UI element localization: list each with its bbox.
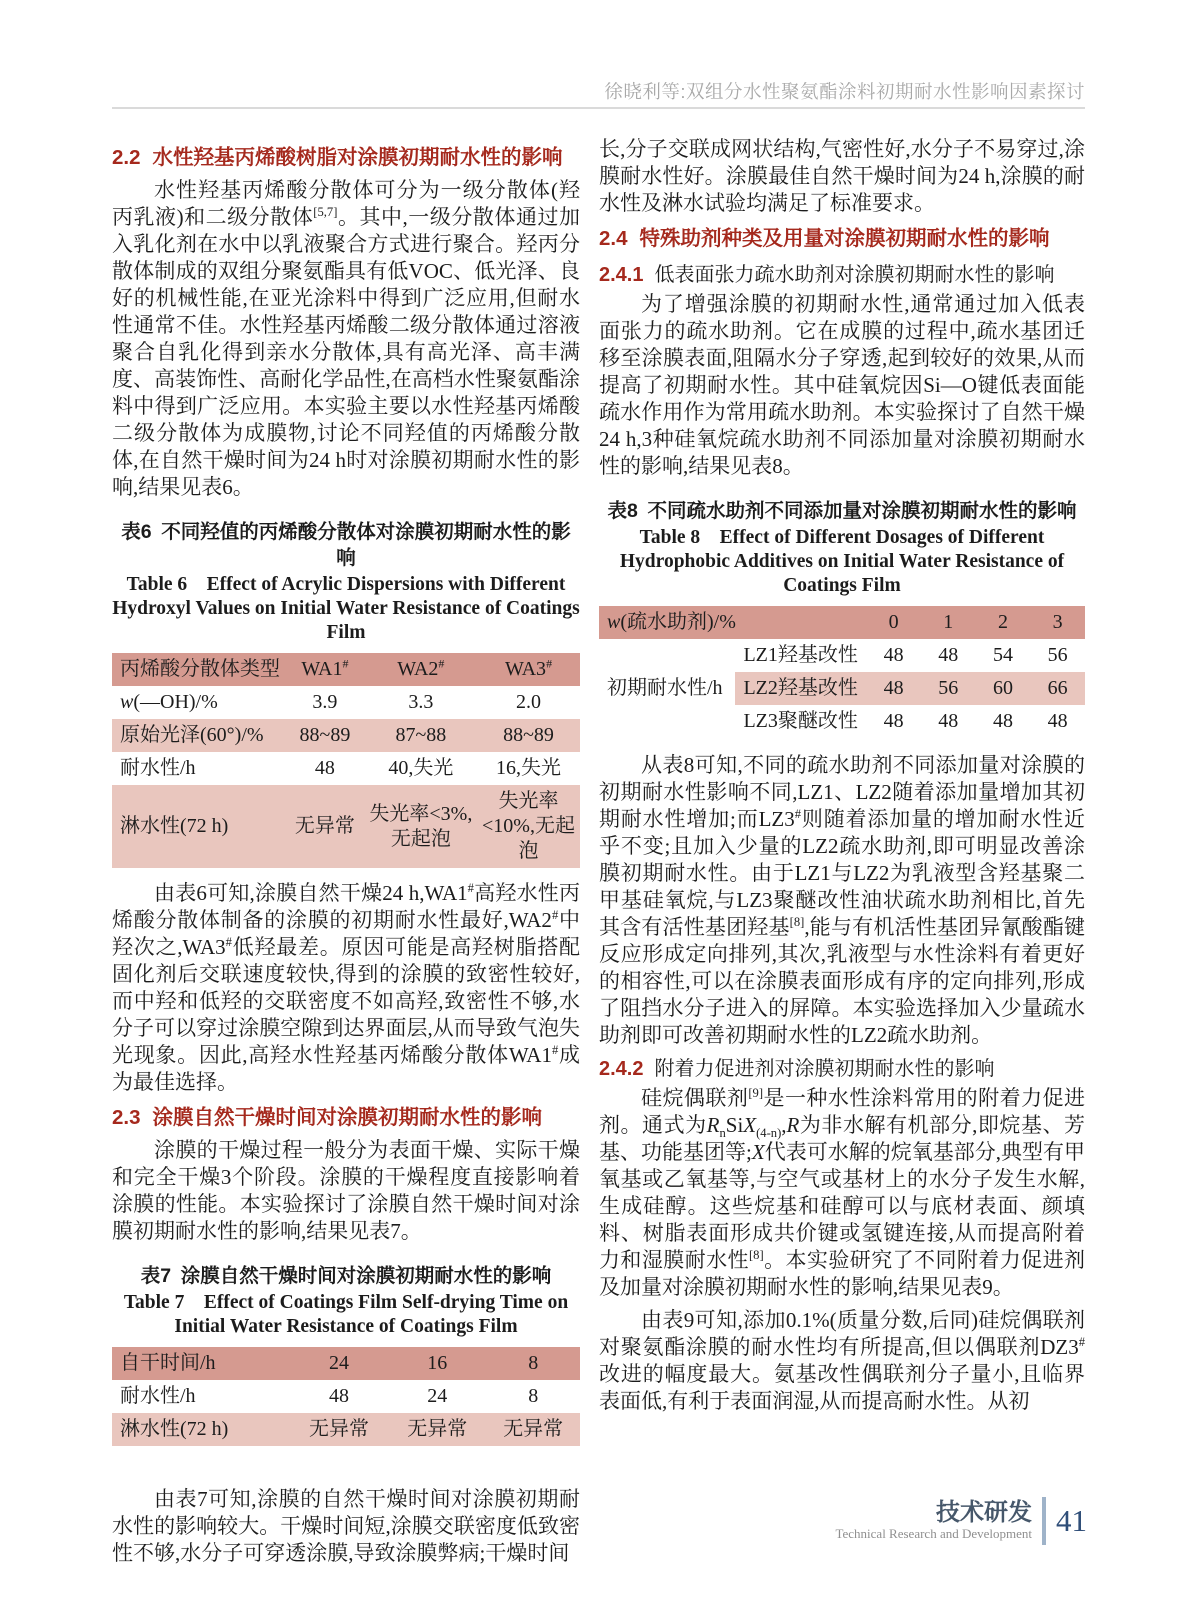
table7-caption-zh: 表7 涂膜自然干燥时间对涂膜初期耐水性的影响 — [140, 1265, 552, 1287]
table-cell: 16,失光 — [496, 757, 561, 779]
table-cell: 1 — [943, 611, 954, 633]
section-title: 特殊助剂种类及用量对涂膜初期耐水性的影响 — [639, 227, 1050, 250]
table-cell: 60 — [992, 677, 1013, 699]
table-cell: 66 — [1047, 677, 1068, 699]
paragraph-acrylic-intro: 水性羟基丙烯酸分散体可分为一级分散体(羟丙乳液)和二级分散体[5,7]。其中,一级分散体通过加入乳化剂在水中以乳液聚合方式进行聚合。羟丙分散体制成的双组分聚氨酯具有低VOC、低光泽、良好的机械性能,在亚光涂料中得到广泛应用,但耐水性通常不佳。水性羟基丙烯酸二级分散体通过溶液聚合自乳化得到亲水分散体,具有高光泽、高丰满度、高装饰性、高耐化学品性,在高档水性聚氨酯涂料中得到广泛应用。本实验主要以水性羟基丙烯酸二级分散体为成膜物,讨论不同羟值的丙烯酸分散体,在自然干燥时间为24 h时对涂膜初期耐水性的影响,结果见表6。 — [112, 178, 581, 499]
table-cell: 56 — [938, 677, 959, 699]
paragraph-table7-analysis: 由表7可知,涂膜的自然干燥时间对涂膜初期耐水性的影响较大。干燥时间短,涂膜交联密度低致密性不够,水分子可穿透涂膜,导致涂膜弊病;干燥时间 — [112, 1487, 580, 1565]
subsection-heading-2-4-2 — [599, 1052, 1085, 1081]
table-8 — [599, 606, 1085, 738]
table-cell: 48 — [314, 757, 335, 779]
table-row — [112, 686, 580, 719]
page-footer — [835, 1497, 1087, 1545]
table-cell: 原始光泽(60°)/% — [120, 724, 264, 746]
table-cell: LZ3聚醚改性 — [743, 710, 858, 732]
table-cell: 48 — [883, 677, 904, 699]
table-cell: 3.9 — [312, 691, 338, 713]
subsection-title: 低表面张力疏水助剂对涂膜初期耐水性的影响 — [654, 264, 1055, 286]
table-cell: 失光率<3%,无起泡 — [369, 802, 473, 850]
table-cell: 87~88 — [395, 724, 447, 746]
section-title: 涂膜自然干燥时间对涂膜初期耐水性的影响 — [152, 1106, 542, 1129]
table8-caption-en: Table 8 Effect of Different Dosages of Different Hydrophobic Additives on Initial Water Resistance of Coatings Film — [619, 527, 1065, 596]
table-cell: 40,失光 — [388, 757, 454, 779]
table-cell: 48 — [938, 710, 959, 732]
table-cell: w(—OH)/% — [120, 691, 218, 713]
table-cell: 无异常 — [294, 815, 355, 837]
content-columns — [112, 136, 1085, 1567]
paragraph-drying-intro: 涂膜的干燥过程一般分为表面干燥、实际干燥和完全干燥3个阶段。涂膜的干燥程度直接影响着涂膜的性能。本实验探讨了涂膜自然干燥时间对涂膜初期耐水性的影响,结果见表7。 — [112, 1138, 580, 1243]
subsection-title: 附着力促进剂对涂膜初期耐水性的影响 — [654, 1058, 995, 1080]
subsection-number: 2.4.1 — [599, 264, 644, 286]
table-row — [112, 719, 580, 752]
paragraph-table7-analysis-continued: 长,分子交联成网状结构,气密性好,水分子不易穿过,涂膜耐水性好。涂膜最佳自然干燥时间为24 h,涂膜的耐水性及淋水试验均满足了标准要求。 — [599, 137, 1085, 215]
table-6 — [112, 653, 580, 868]
section-heading-2-4 — [599, 221, 1085, 251]
table-cell: 48 — [938, 644, 959, 666]
table8-caption-zh: 表8 不同疏水助剂不同添加量对涂膜初期耐水性的影响 — [607, 500, 1077, 522]
paragraph-silane-intro: 硅烷偶联剂[9]是一种水性涂料常用的附着力促进剂。通式为$R_nSiX_{(4-n)},R$为非水解有机部分,即烷基、芳基、功能基团等;X代表可水解的烷氧基部分,典型有甲氧基或乙氧基等,与空气或基材上的水分子发生水解,生成硅醇。这些烷基和硅醇可以与底材表面、颜填料、树脂表面形成共价键或氢键连接,从而提高附着力和湿膜耐水性[8]。本实验研究了不同附着力促进剂及加量对涂膜初期耐水性的影响,结果见表9。 — [599, 1086, 1086, 1299]
table-cell: 88~89 — [503, 724, 554, 746]
table-row — [112, 752, 580, 785]
table-cell: 8 — [528, 1385, 539, 1407]
table-row — [112, 1380, 580, 1413]
table-cell: 淋水性(72 h) — [120, 815, 229, 837]
page-number: 41 — [1056, 1503, 1087, 1538]
table-cell: 无异常 — [407, 1418, 468, 1440]
section-number: 2.4 — [599, 227, 628, 250]
paragraph-table6-analysis: 由表6可知,涂膜自然干燥24 h,WA1#高羟水性丙烯酸分散体制备的涂膜的初期耐水性最好,WA2#中羟次之,WA3#低羟最差。原因可能是高羟树脂搭配固化剂后交联速度较快,得到的涂膜的致密性较好,而中羟和低羟的交联密度不如高羟,致密性不够,水分子可以穿过涂膜空隙到达界面层,从而导致气泡失光现象。因此,高羟水性羟基丙烯酸分散体WA1#成为最佳选择。 — [112, 881, 580, 1094]
table-cell: 16 — [427, 1352, 448, 1374]
table-cell: w(疏水助剂)/% — [607, 611, 736, 633]
table-cell: 56 — [1047, 644, 1068, 666]
table-cell: 耐水性/h — [120, 757, 196, 779]
table-cell: 自干时间/h — [120, 1352, 216, 1374]
section-title: 水性羟基丙烯酸树脂对涂膜初期耐水性的影响 — [152, 146, 563, 169]
table-7 — [112, 1347, 580, 1446]
column-left — [112, 136, 580, 1567]
table-cell: 失光率<10%,无起泡 — [482, 790, 575, 862]
running-head: 徐晓利等:双组分水性聚氨酯涂料初期耐水性影响因素探讨 — [604, 81, 1085, 102]
table-row — [599, 606, 1085, 639]
footer-divider-bar — [1042, 1497, 1046, 1545]
table-cell: 2 — [997, 611, 1008, 633]
column-right — [599, 136, 1085, 1567]
table-cell: 3.3 — [408, 691, 434, 713]
footer-section-en: Technical Research and Development — [835, 1526, 1032, 1541]
section-heading-2-2 — [112, 140, 580, 170]
footer-section-labels — [835, 1500, 1032, 1542]
paragraph-table8-analysis: 从表8可知,不同的疏水助剂不同添加量对涂膜的初期耐水性影响不同,LZ1、LZ2随着添加量增加其初期耐水性增加;而LZ3#则随着添加量的增加耐水性近乎不变;且加入少量的LZ2疏水助剂,即可明显改善涂膜初期耐水性。由于LZ1与LZ2为乳液型含羟基聚二甲基硅氧烷,与LZ3聚醚改性油状疏水助剂相比,首先其含有活性基团羟基[8],能与有机活性基团异氰酸酯键反应形成定向排列,其次,乳液型与水性涂料有着更好的相容性,可以在涂膜表面形成有序的定向排列,形成了阻挡水分子进入的屏障。本实验选择加入少量疏水助剂即可改善初期耐水性的LZ2疏水助剂。 — [599, 753, 1086, 1047]
table-cell: 淋水性(72 h) — [120, 1418, 229, 1440]
section-heading-2-3 — [112, 1100, 580, 1130]
table-cell: 24 — [427, 1385, 448, 1407]
table-cell: 耐水性/h — [120, 1385, 196, 1407]
table-cell: WA1# — [301, 656, 349, 680]
table-cell: 0 — [888, 611, 899, 633]
table-cell: LZ1羟基改性 — [743, 644, 858, 666]
table-row — [112, 1413, 580, 1446]
table-cell: 8 — [528, 1352, 539, 1374]
table-cell: 3 — [1052, 611, 1063, 633]
table-cell: 48 — [883, 710, 904, 732]
table-cell: 48 — [992, 710, 1013, 732]
table-cell: WA2# — [397, 656, 445, 680]
section-number: 2.3 — [112, 1106, 141, 1129]
table-cell: WA3# — [504, 656, 553, 680]
paragraph-hydrophobic-intro: 为了增强涂膜的初期耐水性,通常通过加入低表面张力的疏水助剂。它在成膜的过程中,疏水基团迁移至涂膜表面,阻隔水分子穿透,起到较好的效果,从而提高了初期耐水性。其中硅氧烷因Si—O键低表面能疏水作用作为常用疏水助剂。本实验探讨了自然干燥24 h,3种硅氧烷疏水助剂不同添加量对涂膜初期耐水性的影响,结果见表8。 — [599, 292, 1085, 478]
table-cell: 24 — [328, 1352, 349, 1374]
section-number: 2.2 — [112, 146, 141, 169]
subsection-heading-2-4-1 — [599, 258, 1085, 287]
table-row — [112, 653, 580, 686]
table-cell: 48 — [1047, 710, 1068, 732]
table-row — [112, 785, 580, 868]
table7-caption-en: Table 7 Effect of Coatings Film Self-drying Time on Initial Water Resistance of Coatings Film — [123, 1292, 569, 1337]
table6-caption-en: Table 6 Effect of Acrylic Dispersions with Different Hydroxyl Values on Initial Water Resistance of Coatings Film — [112, 574, 580, 643]
table-cell: 2.0 — [516, 691, 541, 713]
subsection-number: 2.4.2 — [599, 1058, 644, 1080]
footer-section-zh: 技术研发 — [936, 1499, 1032, 1526]
header-divider — [112, 107, 1085, 109]
table-cell: 无异常 — [503, 1418, 564, 1440]
table-cell: 丙烯酸分散体类型 — [120, 658, 280, 680]
table6-caption-zh: 表6 不同羟值的丙烯酸分散体对涂膜初期耐水性的影响 — [121, 521, 571, 569]
table-cell: 48 — [328, 1385, 349, 1407]
table-cell: LZ2羟基改性 — [743, 677, 858, 699]
table-cell: 54 — [992, 644, 1013, 666]
table-cell: 初期耐水性/h — [599, 639, 735, 738]
table-row — [112, 1347, 580, 1380]
table-row — [599, 639, 1085, 672]
paragraph-table9-analysis: 由表9可知,添加0.1%(质量分数,后同)硅烷偶联剂对聚氨酯涂膜的耐水性均有所提高,但以偶联剂DZ3#改进的幅度最大。氨基改性偶联剂分子量小,且临界表面低,有利于表面润湿,从而提高耐水性。从初 — [599, 1308, 1085, 1413]
table-cell: 48 — [883, 644, 904, 666]
table-cell: 88~89 — [299, 724, 351, 746]
table-cell: 无异常 — [308, 1418, 369, 1440]
